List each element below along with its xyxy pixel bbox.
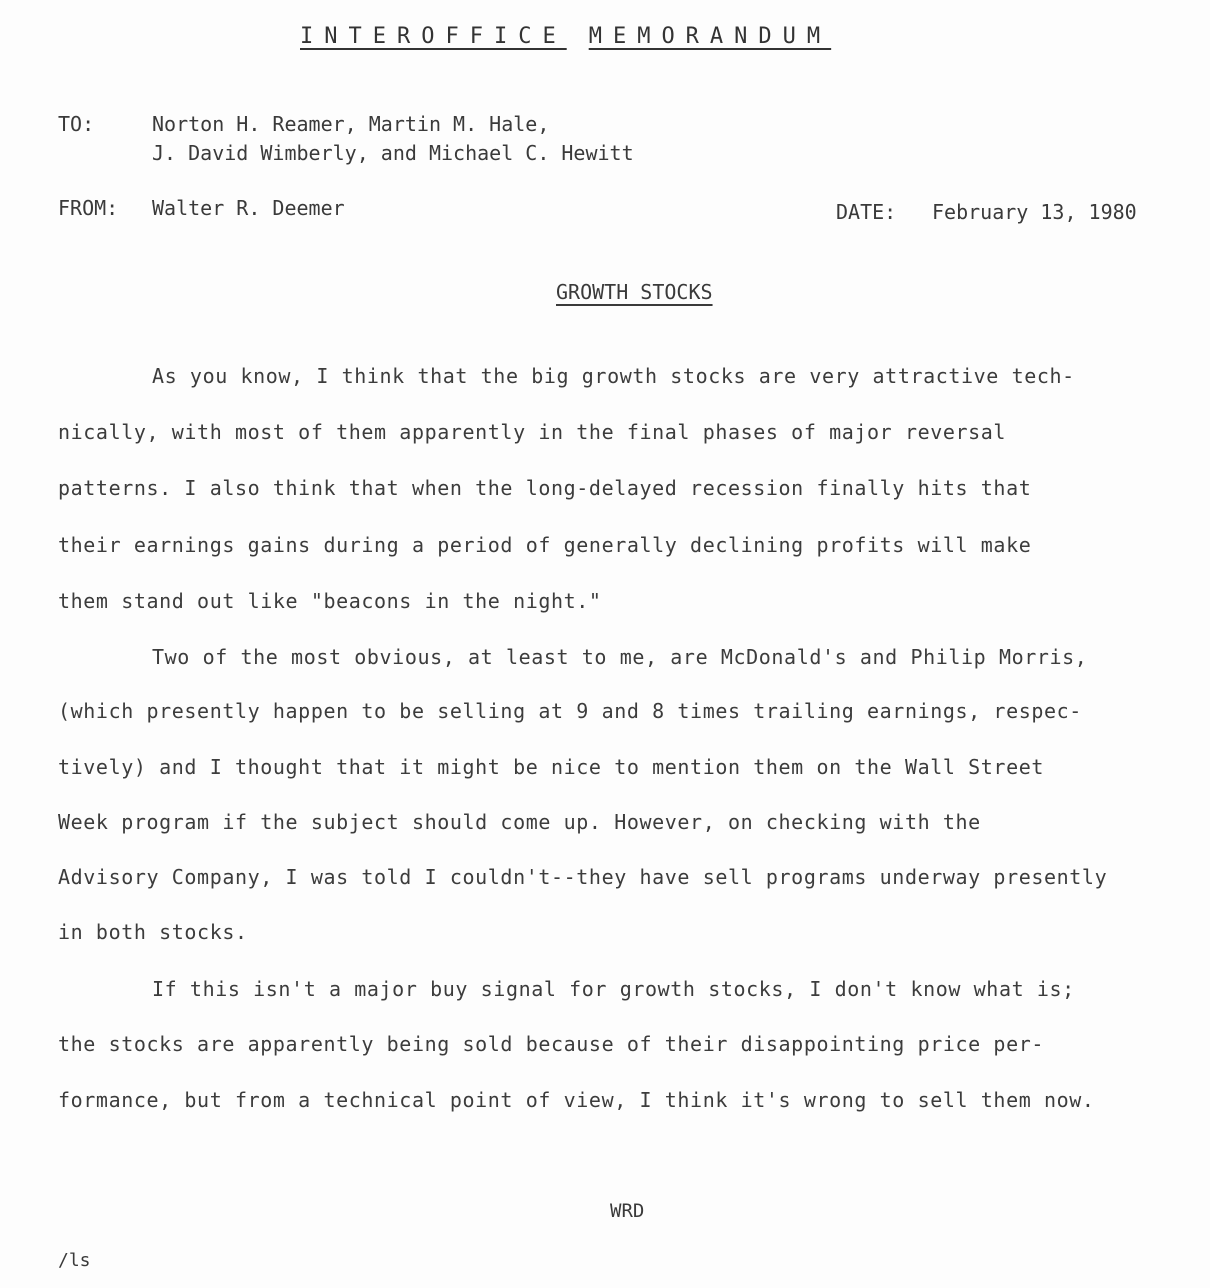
body-line: As you know, I think that the big growth stocks are very attractive tech-	[152, 364, 1075, 388]
to-label: TO:	[58, 112, 95, 136]
memo-subject: GROWTH STOCKS	[556, 280, 713, 304]
body-line: patterns. I also think that when the long-delayed recession finally hits that	[58, 476, 1032, 500]
body-line: If this isn't a major buy signal for growth stocks, I don't know what is;	[152, 977, 1075, 1001]
date-label: DATE:	[836, 200, 897, 224]
memo-title	[300, 24, 1000, 49]
body-line: Advisory Company, I was told I couldn't--they have sell programs underway presently	[58, 865, 1108, 889]
date-value: February 13, 1980	[932, 200, 1137, 224]
body-line: Week program if the subject should come up. However, on checking with the	[58, 810, 981, 834]
body-line: their earnings gains during a period of generally declining profits will make	[58, 533, 1032, 557]
typist-initials: /ls	[58, 1250, 91, 1271]
to-recipients-line-2: J. David Wimberly, and Michael C. Hewitt	[152, 141, 634, 165]
memo-title-word-1: INTEROFFICE	[300, 24, 567, 49]
memo-title-word-2: MEMORANDUM	[588, 24, 832, 49]
body-line: in both stocks.	[58, 920, 248, 944]
from-value: Walter R. Deemer	[152, 196, 345, 220]
body-line: them stand out like "beacons in the night."	[58, 589, 602, 613]
body-line: Two of the most obvious, at least to me, are McDonald's and Philip Morris,	[152, 645, 1088, 669]
body-line: the stocks are apparently being sold because of their disappointing price per-	[58, 1032, 1044, 1056]
to-recipients-line-1: Norton H. Reamer, Martin M. Hale,	[152, 112, 550, 136]
body-line: tively) and I thought that it might be nice to mention them on the Wall Street	[58, 755, 1044, 779]
body-line: formance, but from a technical point of view, I think it's wrong to sell them now.	[58, 1088, 1095, 1112]
from-label: FROM:	[58, 196, 119, 220]
body-line: (which presently happen to be selling at 9 and 8 times trailing earnings, respec-	[58, 699, 1082, 723]
body-line: nically, with most of them apparently in the final phases of major reversal	[58, 420, 1007, 444]
signature-initials: WRD	[610, 1200, 645, 1222]
